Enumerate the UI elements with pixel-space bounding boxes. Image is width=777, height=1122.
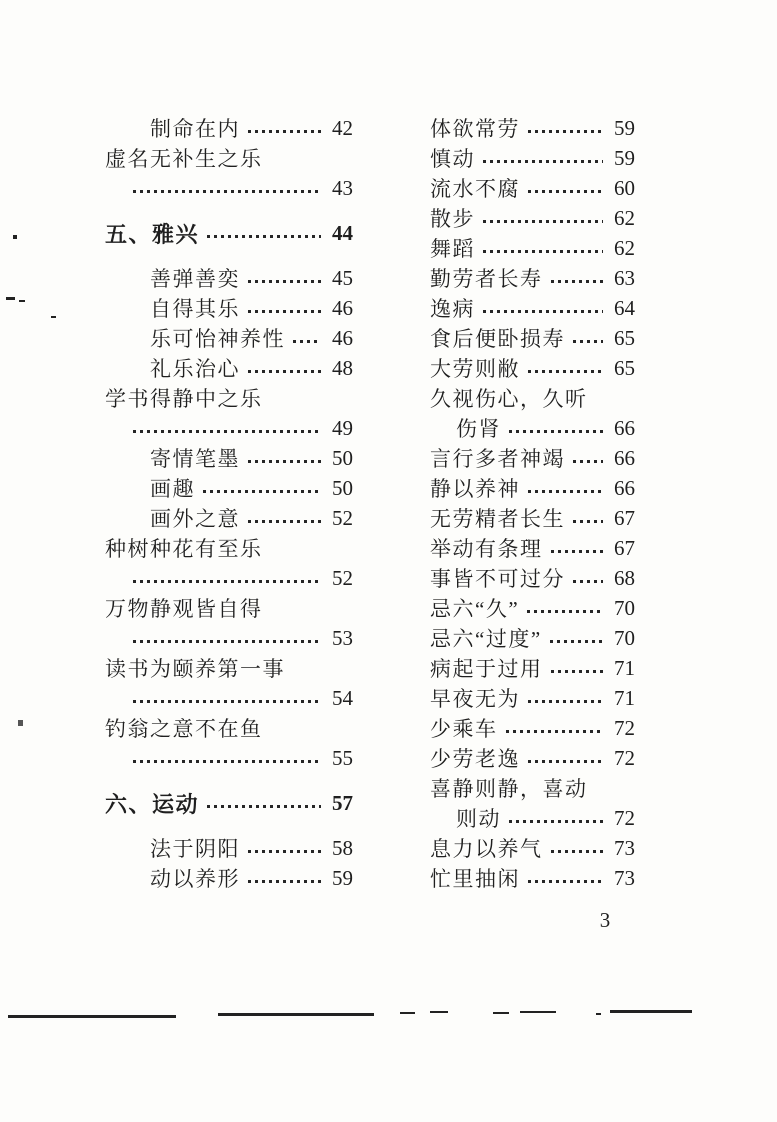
dot-leader [573, 443, 603, 473]
dot-leader [573, 503, 603, 533]
toc-page-number: 46 [332, 295, 353, 320]
toc-entry-title: 画趣 [150, 477, 195, 501]
dot-leader [573, 563, 603, 593]
toc-page-number: 42 [332, 115, 353, 140]
toc-entry-row [430, 863, 635, 893]
dot-leader [528, 473, 603, 503]
toc-entry-row [430, 233, 635, 263]
dot-leader [133, 563, 321, 593]
toc-page-number: 72 [614, 805, 635, 830]
toc-entry-row [105, 143, 353, 173]
toc-page-number: 58 [332, 835, 353, 860]
toc-page-number: 71 [614, 685, 635, 710]
toc-entry-title: 种树种花有至乐 [105, 537, 263, 561]
toc-page-number: 59 [332, 865, 353, 890]
toc-entry-row [430, 683, 635, 713]
dot-leader [550, 623, 603, 653]
toc-entry-row [430, 443, 635, 473]
toc-entry-title: 乐可怡神养性 [150, 327, 285, 351]
toc-page-number: 48 [332, 355, 353, 380]
toc-page-number: 65 [614, 325, 635, 350]
dot-leader [551, 653, 604, 683]
toc-entry-title: 静以养神 [430, 477, 520, 501]
toc-entry-title: 大劳则敝 [430, 357, 520, 381]
toc-page-number: 66 [614, 445, 635, 470]
toc-section-row [105, 788, 353, 818]
toc-entry-title: 少乘车 [430, 717, 498, 741]
dot-leader [528, 863, 603, 893]
toc-entry-row [105, 653, 353, 683]
toc-entry-row [105, 713, 353, 743]
dot-leader [509, 413, 603, 443]
toc-entry-row [105, 533, 353, 563]
toc-page-number: 65 [614, 355, 635, 380]
dot-leader [248, 503, 321, 533]
toc-entry-title: 勤劳者长寿 [430, 267, 543, 291]
scan-artifact-line [596, 1013, 601, 1015]
toc-left-column [105, 113, 353, 893]
toc-entry-row [105, 593, 353, 623]
dot-leader [207, 218, 321, 248]
toc-entry-row [105, 293, 353, 323]
toc-entry-row [430, 533, 635, 563]
toc-page-number: 63 [614, 265, 635, 290]
dot-leader [551, 263, 604, 293]
toc-entry-title: 读书为颐养第一事 [105, 657, 285, 681]
toc-page-number: 66 [614, 415, 635, 440]
toc-entry-row [430, 773, 635, 803]
toc-entry-title: 逸病 [430, 297, 475, 321]
toc-entry-row [430, 473, 635, 503]
dot-leader [248, 263, 321, 293]
toc-entry-title: 伤肾 [456, 417, 501, 441]
toc-page-number: 45 [332, 265, 353, 290]
toc-entry-title: 虚名无补生之乐 [105, 147, 263, 171]
toc-entry-title: 礼乐治心 [150, 357, 240, 381]
toc-entry-row [105, 263, 353, 293]
dot-leader [483, 233, 603, 263]
toc-entry-title: 画外之意 [150, 507, 240, 531]
toc-entry-title: 钓翁之意不在鱼 [105, 717, 263, 741]
toc-entry-row [430, 593, 635, 623]
toc-entry-title: 食后便卧损寿 [430, 327, 565, 351]
dot-leader [207, 788, 321, 818]
toc-page-number: 44 [332, 220, 353, 245]
toc-entry-row [105, 683, 353, 713]
dot-leader [509, 803, 603, 833]
toc-page-number: 52 [332, 505, 353, 530]
toc-page-number: 55 [332, 745, 353, 770]
toc-entry-row [430, 263, 635, 293]
dot-leader [528, 683, 603, 713]
toc-entry-row [430, 833, 635, 863]
dot-leader [528, 743, 603, 773]
toc-entry-row [105, 833, 353, 863]
toc-entry-row [430, 383, 635, 413]
toc-entry-row [430, 743, 635, 773]
toc-entry-title: 寄情笔墨 [150, 447, 240, 471]
toc-page-number: 59 [614, 145, 635, 170]
toc-entry-row [105, 473, 353, 503]
toc-page-number: 46 [332, 325, 353, 350]
dot-leader [551, 833, 604, 863]
toc-entry-title: 忌六“久” [430, 597, 520, 621]
toc-entry-row [105, 863, 353, 893]
toc-entry-title: 制命在内 [150, 117, 240, 141]
dot-leader [248, 293, 321, 323]
toc-page-number: 73 [614, 865, 635, 890]
toc-right-column [430, 113, 635, 893]
toc-entry-title: 体欲常劳 [430, 117, 520, 141]
toc-page-number: 71 [614, 655, 635, 680]
toc-entry-row [105, 443, 353, 473]
scan-speck [18, 720, 23, 726]
dot-leader [248, 353, 321, 383]
dot-leader [248, 863, 321, 893]
dot-leader [248, 833, 321, 863]
toc-entry-title: 则动 [456, 807, 501, 831]
toc-entry-title: 喜静则静，喜动 [430, 777, 588, 801]
toc-entry-row [430, 503, 635, 533]
dot-leader [551, 533, 604, 563]
toc-entry-title: 举动有条理 [430, 537, 543, 561]
toc-entry-row [105, 503, 353, 533]
toc-page-number: 52 [332, 565, 353, 590]
toc-entry-title: 法于阴阳 [150, 837, 240, 861]
toc-page-number: 70 [614, 625, 635, 650]
toc-entry-title: 万物静观皆自得 [105, 597, 263, 621]
toc-entry-title: 舞蹈 [430, 237, 475, 261]
toc-entry-title: 息力以养气 [430, 837, 543, 861]
toc-page-number: 67 [614, 505, 635, 530]
toc-entry-row [105, 383, 353, 413]
dot-leader [248, 113, 321, 143]
toc-section-row [105, 218, 353, 248]
scan-speck [19, 300, 25, 302]
dot-leader [133, 173, 321, 203]
toc-page-number: 50 [332, 445, 353, 470]
toc-page-number: 60 [614, 175, 635, 200]
toc-entry-row [430, 623, 635, 653]
toc-entry-title: 学书得静中之乐 [105, 387, 263, 411]
scan-artifact-line [400, 1012, 415, 1014]
toc-entry-title: 早夜无为 [430, 687, 520, 711]
toc-page-number: 62 [614, 205, 635, 230]
toc-entry-row [430, 353, 635, 383]
toc-entry-row [430, 113, 635, 143]
dot-leader [528, 353, 603, 383]
toc-entry-title: 无劳精者长生 [430, 507, 565, 531]
toc-entry-title: 少劳老逸 [430, 747, 520, 771]
toc-entry-row [430, 563, 635, 593]
toc-page-number: 70 [614, 595, 635, 620]
toc-page-number: 59 [614, 115, 635, 140]
toc-entry-row [105, 623, 353, 653]
scan-artifact-line [8, 1015, 176, 1018]
toc-entry-row [430, 323, 635, 353]
toc-section-title: 六、运动 [105, 791, 200, 817]
toc-page-number: 73 [614, 835, 635, 860]
toc-page-number: 64 [614, 295, 635, 320]
dot-leader [528, 113, 603, 143]
dot-leader [527, 593, 603, 623]
dot-leader [133, 413, 321, 443]
toc-entry-row [430, 413, 635, 443]
toc-entry-title: 流水不腐 [430, 177, 520, 201]
dot-leader [528, 173, 603, 203]
toc-entry-row [105, 113, 353, 143]
toc-entry-title: 忌六“过度” [430, 627, 542, 651]
toc-page-number: 54 [332, 685, 353, 710]
toc-entry-row [105, 563, 353, 593]
toc-entry-row [430, 803, 635, 833]
toc-page-number: 66 [614, 475, 635, 500]
toc-entry-title: 久视伤心，久听 [430, 387, 588, 411]
scan-artifact-line [218, 1013, 374, 1016]
dot-leader [203, 473, 321, 503]
toc-entry-row [105, 413, 353, 443]
scan-artifact-line [430, 1011, 448, 1013]
toc-entry-row [430, 293, 635, 323]
scan-speck [51, 316, 56, 318]
toc-entry-row [105, 353, 353, 383]
toc-section-title: 五、雅兴 [105, 221, 200, 247]
toc-entry-title: 动以养形 [150, 867, 240, 891]
toc-entry-row [105, 743, 353, 773]
dot-leader [133, 623, 321, 653]
toc-page-number: 68 [614, 565, 635, 590]
toc-entry-title: 事皆不可过分 [430, 567, 565, 591]
toc-page-number: 57 [332, 790, 353, 815]
toc-entry-row [430, 143, 635, 173]
toc-entry-title: 善弹善奕 [150, 267, 240, 291]
toc-page-number: 62 [614, 235, 635, 260]
toc-entry-title: 慎动 [430, 147, 475, 171]
toc-entry-row [105, 323, 353, 353]
toc-page-number: 67 [614, 535, 635, 560]
toc-page-number: 43 [332, 175, 353, 200]
dot-leader [483, 293, 603, 323]
dot-leader [133, 683, 321, 713]
toc-entry-title: 散步 [430, 207, 475, 231]
toc-entry-title: 言行多者神竭 [430, 447, 565, 471]
toc-entry-row [430, 203, 635, 233]
toc-entry-title: 自得其乐 [150, 297, 240, 321]
toc-page-number: 50 [332, 475, 353, 500]
toc-page-number: 72 [614, 715, 635, 740]
dot-leader [573, 323, 603, 353]
toc-entry-row [430, 653, 635, 683]
toc-page-number: 53 [332, 625, 353, 650]
scan-speck [13, 235, 17, 239]
dot-leader [293, 323, 321, 353]
dot-leader [248, 443, 321, 473]
toc-entry-title: 病起于过用 [430, 657, 543, 681]
toc-entry-row [430, 713, 635, 743]
dot-leader [483, 143, 603, 173]
dot-leader [506, 713, 604, 743]
toc-entry-row [430, 173, 635, 203]
dot-leader [133, 743, 321, 773]
toc-page-number: 72 [614, 745, 635, 770]
scan-artifact-line [493, 1012, 509, 1014]
toc-entry-row [105, 173, 353, 203]
scan-artifact-line [610, 1010, 692, 1013]
dot-leader [483, 203, 603, 233]
toc-page-number: 49 [332, 415, 353, 440]
toc-entry-title: 忙里抽闲 [430, 867, 520, 891]
scan-speck [6, 297, 15, 300]
scan-artifact-line [520, 1011, 556, 1013]
page-number: 3 [599, 908, 611, 932]
